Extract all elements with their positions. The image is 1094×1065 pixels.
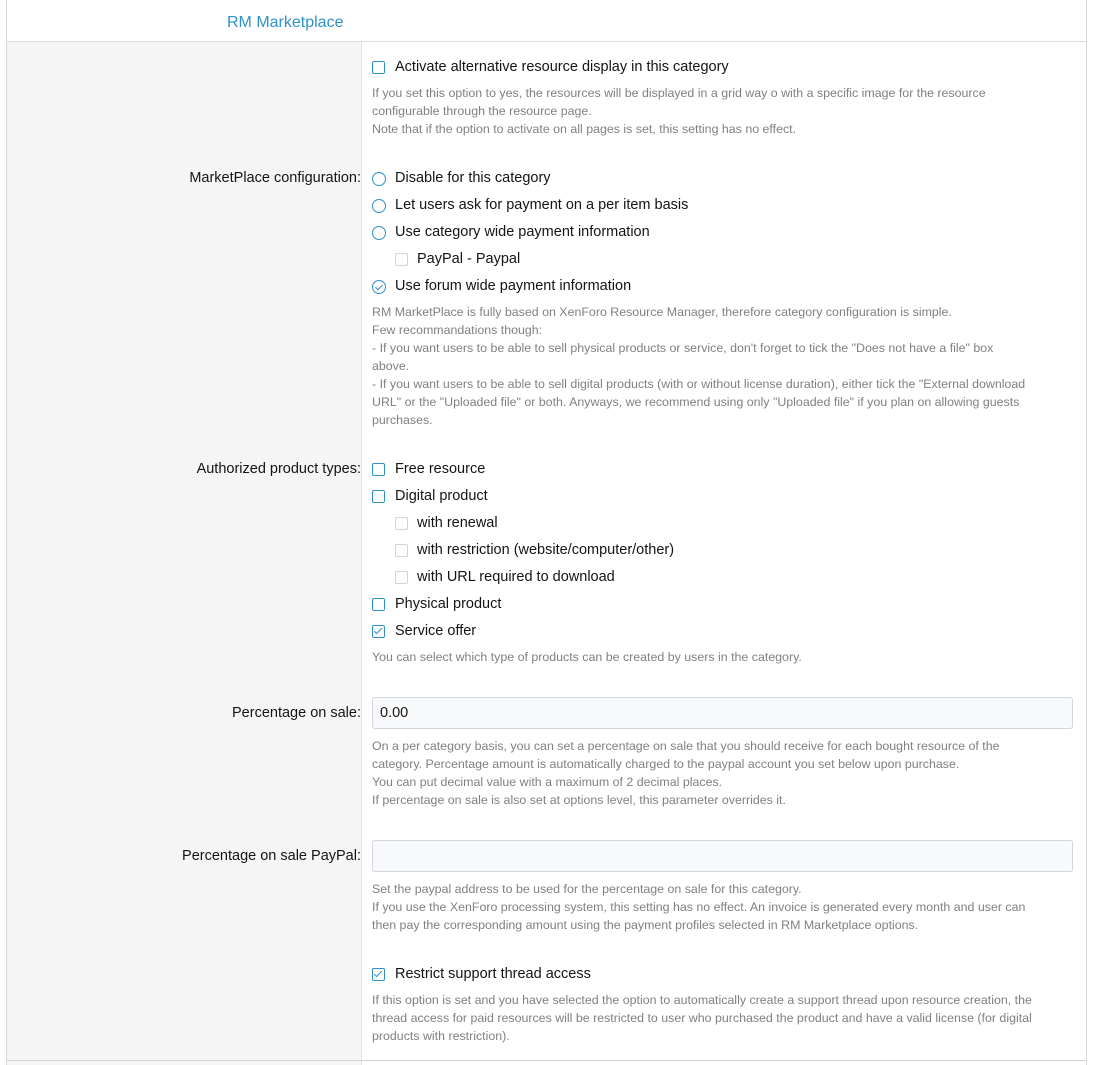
radio-disable-label: Disable for this category	[395, 170, 551, 186]
hint-line: - If you want users to be able to sell physical products or service, don't forget to tick the "Does not have a file" box	[372, 341, 994, 355]
radio-forum-wide[interactable]	[372, 280, 386, 294]
with-renewal-label: with renewal	[417, 515, 498, 531]
hint-line: RM MarketPlace is fully based on XenForo Resource Manager, therefore category configuration is simple.	[372, 305, 952, 319]
alt-display-label: Activate alternative resource display in this category	[395, 59, 729, 75]
restrict-support-label: Restrict support thread access	[395, 966, 591, 982]
hint-line: thread access for paid resources will be restricted to user who purchased the product and have a valid license (for digital	[372, 1011, 1032, 1025]
radio-per-item[interactable]	[372, 199, 386, 213]
label-column	[7, 0, 361, 1065]
alt-display-checkbox[interactable]	[372, 61, 385, 74]
bottom-divider	[7, 1060, 1086, 1061]
digital-product-label: Digital product	[395, 488, 488, 504]
percentage-label: Percentage on sale:	[232, 705, 361, 721]
with-url-label: with URL required to download	[417, 569, 615, 585]
with-restriction-label: with restriction (website/computer/other)	[417, 542, 675, 558]
service-offer-checkbox[interactable]	[372, 625, 385, 638]
service-offer-label: Service offer	[395, 623, 477, 639]
percentage-hint	[372, 737, 1077, 809]
hint-line: If percentage on sale is also set at options level, this parameter overrides it.	[372, 793, 786, 807]
hint-line: If you set this option to yes, the resources will be displayed in a grid way o with a specific image for the resource	[372, 86, 986, 100]
restrict-support-checkbox[interactable]	[372, 968, 385, 981]
free-resource-checkbox[interactable]	[372, 463, 385, 476]
hint-line: purchases.	[372, 413, 433, 427]
restrict-support-hint	[372, 991, 1077, 1045]
physical-product-checkbox[interactable]	[372, 598, 385, 611]
percentage-paypal-input[interactable]	[372, 840, 1073, 872]
hint-line: On a per category basis, you can set a percentage on sale that you should receive for each bought resource of the	[372, 739, 1000, 753]
percentage-paypal-label: Percentage on sale PayPal:	[182, 848, 361, 864]
hint-line: configurable through the resource page.	[372, 104, 592, 118]
digital-product-checkbox[interactable]	[372, 490, 385, 503]
with-url-checkbox[interactable]	[395, 571, 408, 584]
marketplace-config-label: MarketPlace configuration:	[189, 170, 361, 186]
with-renewal-checkbox[interactable]	[395, 517, 408, 530]
marketplace-hint	[372, 303, 1077, 429]
section-header	[7, 6, 1086, 42]
paypal-label: PayPal - Paypal	[417, 251, 521, 267]
radio-category-wide[interactable]	[372, 226, 386, 240]
paypal-checkbox[interactable]	[395, 253, 408, 266]
free-resource-label: Free resource	[395, 461, 486, 477]
radio-category-wide-label: Use category wide payment information	[395, 224, 650, 240]
hint-line: You can put decimal value with a maximum of 2 decimal places.	[372, 775, 723, 789]
hint-line: category. Percentage amount is automatically charged to the paypal account you set below upon purchase.	[372, 757, 960, 771]
hint-line: - If you want users to be able to sell digital products (with or without license duration), either tick the "External download	[372, 377, 1026, 391]
percentage-paypal-hint	[372, 880, 1077, 934]
hint-line: products with restriction).	[372, 1029, 510, 1043]
hint-line: URL" or the "Uploaded file" or both. Anyways, we recommend using only "Uploaded file" if you plan on allowing guests	[372, 395, 1020, 409]
percentage-input[interactable]	[372, 697, 1073, 729]
product-types-label: Authorized product types:	[196, 461, 361, 477]
radio-forum-wide-label: Use forum wide payment information	[395, 278, 632, 294]
hint-line: Few recommandations though:	[372, 323, 543, 337]
hint-line: above.	[372, 359, 410, 373]
product-types-hint: You can select which type of products can be created by users in the category.	[372, 650, 802, 664]
hint-line: then pay the corresponding amount using the payment profiles selected in RM Marketplace options.	[372, 918, 919, 932]
hint-line: If this option is set and you have selected the option to automatically create a support thread upon resource creation, the	[372, 993, 1032, 1007]
hint-line: Note that if the option to activate on all pages is set, this setting has no effect.	[372, 122, 797, 136]
section-title: RM Marketplace	[227, 14, 344, 31]
radio-per-item-label: Let users ask for payment on a per item basis	[395, 197, 689, 213]
alt-display-hint	[372, 84, 1077, 138]
radio-disable[interactable]	[372, 172, 386, 186]
hint-line: Set the paypal address to be used for the percentage on sale for this category.	[372, 882, 802, 896]
physical-product-label: Physical product	[395, 596, 502, 612]
hint-line: If you use the XenForo processing system, this setting has no effect. An invoice is generated every month and user can	[372, 900, 1026, 914]
with-restriction-checkbox[interactable]	[395, 544, 408, 557]
